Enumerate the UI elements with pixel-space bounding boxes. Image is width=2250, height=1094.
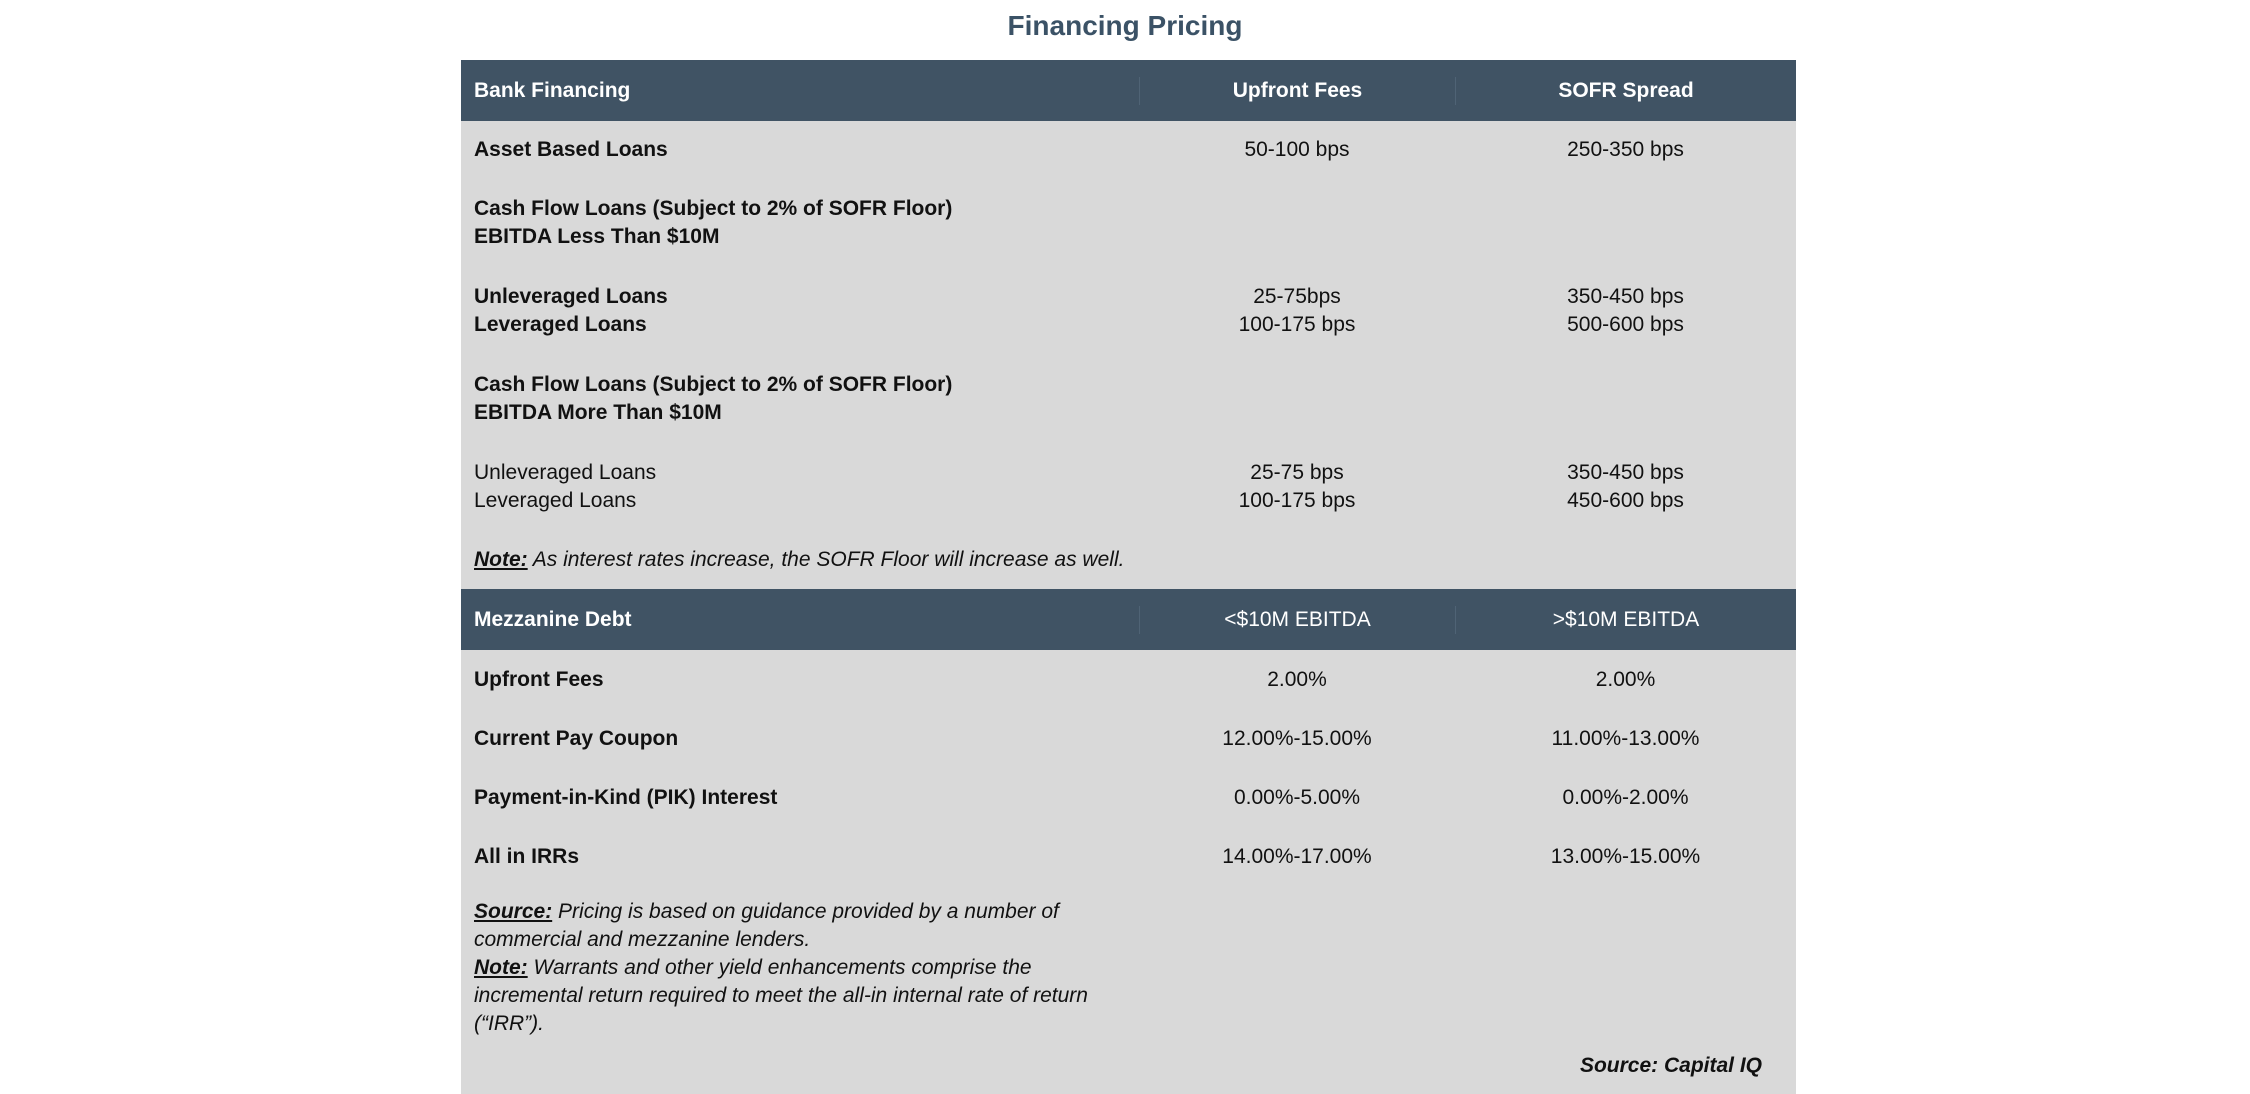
cash-flow-less-heading — [461, 195, 1139, 251]
leveraged-loans-spread: 500-600 bps — [1567, 313, 1684, 336]
mezzanine-header-row — [461, 589, 1796, 650]
unleveraged-loans-fees: 25-75 bps — [1250, 461, 1344, 484]
cash-flow-more-loan-fees — [1139, 459, 1455, 515]
cash-flow-less-line2: EBITDA Less Than $10M — [474, 225, 720, 248]
table-row — [461, 827, 1796, 886]
table-row — [461, 709, 1796, 768]
financing-pricing-table — [461, 60, 1796, 1094]
unleveraged-loans-label: Unleveraged Loans — [474, 285, 668, 308]
cash-flow-more-heading — [461, 371, 1139, 427]
mezz-row-small-value: 12.00%-15.00% — [1222, 726, 1372, 750]
mezzanine-debt-header: Mezzanine Debt — [474, 607, 632, 631]
cash-flow-less-heading-row — [461, 179, 1796, 267]
table-row — [461, 768, 1796, 827]
mezz-row-label: Upfront Fees — [474, 667, 604, 691]
mezz-row-large-value: 0.00%-2.00% — [1562, 785, 1689, 809]
cash-flow-less-loans-row — [461, 267, 1796, 355]
note-text: As interest rates increase, the SOFR Floor will increase as well. — [527, 548, 1125, 571]
note-label: Note: — [474, 956, 528, 979]
table-row — [461, 650, 1796, 709]
leveraged-loans-label: Leveraged Loans — [474, 313, 647, 336]
sofr-spread-header: SOFR Spread — [1455, 77, 1796, 105]
small-ebitda-header: <$10M EBITDA — [1139, 606, 1455, 634]
mezz-row-small-value: 2.00% — [1267, 667, 1327, 691]
asset-based-loans-spread: 250-350 bps — [1567, 138, 1684, 161]
mezz-row-large-value: 2.00% — [1595, 667, 1656, 691]
footer-notes — [461, 886, 1101, 1038]
mezz-row-label: Payment-in-Kind (PIK) Interest — [474, 785, 778, 809]
source-note — [474, 898, 1101, 954]
capital-iq-source: Source: Capital IQ — [1579, 1054, 1762, 1077]
sofr-note — [461, 546, 1796, 574]
leveraged-loans-fees: 100-175 bps — [1238, 313, 1356, 336]
footer-notes-row — [461, 886, 1796, 1094]
leveraged-loans-spread: 450-600 bps — [1567, 489, 1684, 512]
unleveraged-loans-spread: 350-450 bps — [1567, 285, 1684, 308]
asset-based-loans-row — [461, 121, 1796, 179]
cash-flow-less-loan-labels — [461, 283, 1139, 339]
bank-financing-header: Bank Financing — [474, 78, 631, 102]
mezz-row-label: Current Pay Coupon — [474, 726, 679, 750]
cash-flow-more-heading-row — [461, 355, 1796, 443]
cash-flow-less-loan-fees — [1139, 283, 1455, 339]
cash-flow-more-line2: EBITDA More Than $10M — [474, 401, 722, 424]
source-text: Pricing is based on guidance provided by a number of commercial and mezzanine lenders. — [474, 900, 1059, 951]
cash-flow-less-loan-spreads — [1455, 283, 1796, 339]
mezz-row-large-value: 11.00%-13.00% — [1551, 726, 1700, 750]
asset-based-loans-fees: 50-100 bps — [1244, 138, 1350, 161]
bank-financing-header-row — [461, 60, 1796, 121]
cash-flow-more-loans-row — [461, 443, 1796, 531]
cash-flow-more-loan-labels — [461, 459, 1139, 515]
warrants-note-text: Warrants and other yield enhancements comprise the incremental return required to meet the all-in internal rate of return (“IRR”). — [474, 956, 1088, 1035]
sofr-note-row — [461, 531, 1796, 589]
mezz-row-label: All in IRRs — [474, 844, 580, 868]
leveraged-loans-fees: 100-175 bps — [1238, 489, 1356, 512]
unleveraged-loans-fees: 25-75bps — [1253, 285, 1341, 308]
leveraged-loans-label: Leveraged Loans — [474, 489, 637, 512]
warrants-note — [474, 954, 1101, 1038]
mezz-row-small-value: 0.00%-5.00% — [1233, 785, 1361, 809]
mezz-row-small-value: 14.00%-17.00% — [1222, 844, 1372, 868]
note-label: Note: — [474, 548, 528, 571]
upfront-fees-header: Upfront Fees — [1139, 77, 1455, 105]
mezz-row-large-value: 13.00%-15.00% — [1550, 844, 1701, 868]
large-ebitda-header: >$10M EBITDA — [1455, 606, 1796, 634]
unleveraged-loans-spread: 350-450 bps — [1567, 461, 1684, 484]
cash-flow-more-line1: Cash Flow Loans (Subject to 2% of SOFR Floor) — [474, 373, 953, 396]
cash-flow-more-loan-spreads — [1455, 459, 1796, 515]
page-title: Financing Pricing — [1007, 10, 1243, 41]
asset-based-loans-label: Asset Based Loans — [474, 138, 668, 161]
source-label: Source: — [474, 900, 553, 923]
cash-flow-less-line1: Cash Flow Loans (Subject to 2% of SOFR Floor) — [474, 197, 953, 220]
unleveraged-loans-label: Unleveraged Loans — [474, 461, 657, 484]
